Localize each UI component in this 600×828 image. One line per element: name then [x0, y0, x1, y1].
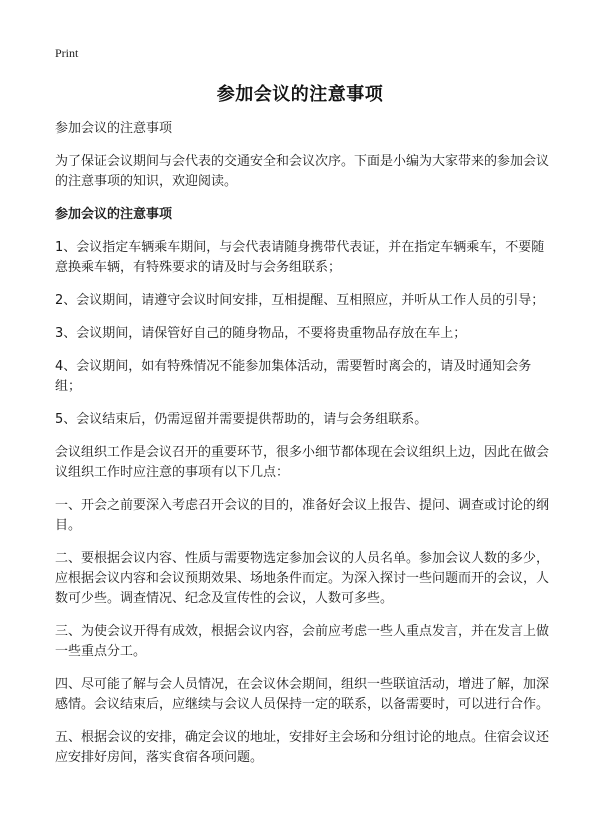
point-3: 三、为使会议开得有成效，根据会议内容，会前应考虑一些人重点发言，并在发言上做一些重点分工。 — [55, 624, 550, 659]
point-4: 四、尽可能了解与会人员情况，在会议休会期间，组织一些联谊活动，增进了解，加深感情。会议结束后，应继续与会议人员保持一定的联系，以备需要时，可以进行合作。 — [55, 677, 550, 712]
point-2: 二、要根据会议内容、性质与需要物选定参加会议的人员名单。参加会议人数的多少，应根据会议内容和会议预期效果、场地条件而定。为深入探讨一些问题而开的会议，人数可少些。调查情况、纪念及宣传性的会议，人数可多些。 — [55, 551, 550, 606]
notice-item-4: 4、会议期间，如有特殊情况不能参加集体活动，需要暂时离会的，请及时通知会务组； — [55, 359, 532, 394]
document-body — [55, 119, 550, 781]
organization-intro: 会议组织工作是会议召开的重要环节，很多小细节都体现在会议组织上边，因此在做会议组织工作时应注意的事项有以下几点： — [55, 445, 550, 480]
point-1: 一、开会之前要深入考虑召开会议的目的，准备好会议上报告、提问、调查或讨论的纲目。 — [55, 498, 550, 533]
notice-item-1: 1、会议指定车辆乘车期间，与会代表请随身携带代表证，并在指定车辆乘车，不要随意换乘车辆，有特殊要求的请及时与会务组联系； — [55, 240, 545, 275]
print-label: Print — [55, 46, 79, 60]
intro-paragraph: 为了保证会议期间与会代表的交通安全和会议次序。下面是小编为大家带来的参加会议的注意事项的知识，欢迎阅读。 — [55, 154, 550, 189]
notice-item-3: 3、会议期间，请保管好自己的随身物品，不要将贵重物品存放在车上； — [55, 326, 467, 341]
notice-item-5: 5、会议结束后，仍需逗留并需要提供帮助的，请与会务组联系。 — [55, 412, 428, 427]
point-5: 五、根据会议的安排，确定会议的地址，安排好主会场和分组讨论的地点。住宿会议还应安排好房间，落实食宿各项问题。 — [55, 730, 550, 765]
intro-subtitle: 参加会议的注意事项 — [55, 121, 173, 136]
notice-item-2: 2、会议期间，请遵守会议时间安排，互相提醒、互相照应，并听从工作人员的引导； — [55, 293, 545, 308]
section-heading: 参加会议的注意事项 — [55, 207, 173, 222]
document-title: 参加会议的注意事项 — [216, 84, 384, 105]
